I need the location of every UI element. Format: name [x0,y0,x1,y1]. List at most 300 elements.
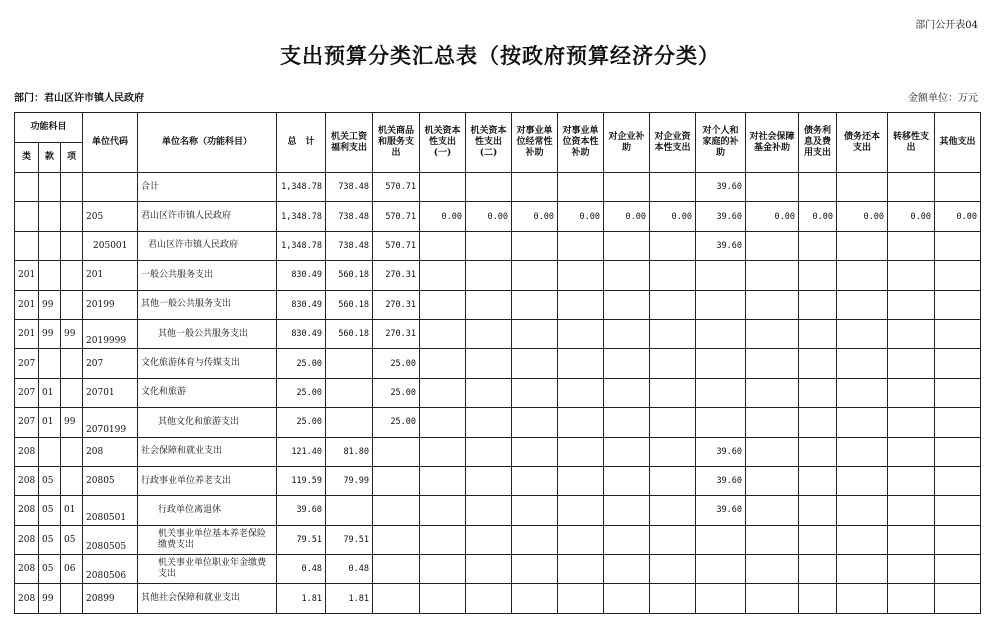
amount-cell: 0.00 [650,202,696,231]
amount-cell [466,319,512,348]
amount-cell [696,555,746,584]
amount-cell [746,555,799,584]
col-header: 对个人和家庭的补助 [696,113,746,173]
amount-cell [420,525,466,554]
amount-cell [935,555,981,584]
amount-cell [888,584,935,613]
unit-code-cell: 2080501 [83,496,138,525]
xiang-cell [61,202,83,231]
amount-cell: 0.00 [888,202,935,231]
department-label: 部门：君山区许市镇人民政府 [14,93,144,104]
amount-cell: 0.00 [466,202,512,231]
unit-name-cell: 其他文化和旅游支出 [138,408,277,437]
xiang-cell: 01 [61,496,83,525]
amount-cell [466,408,512,437]
amount-unit-label: 金额单位：万元 [908,93,978,104]
amount-cell: 0.00 [746,202,799,231]
amount-cell [935,319,981,348]
col-header: 机关资本性支出(一) [420,113,466,173]
xiang-cell [61,378,83,407]
col-header: 转移性支出 [888,113,935,173]
unit-code-cell: 2070199 [83,408,138,437]
amount-cell: 81.80 [326,437,373,466]
amount-cell [837,437,888,466]
unit-code-cell: 2019999 [83,319,138,348]
col-header: 机关工资福利支出 [326,113,373,173]
amount-cell [604,319,650,348]
amount-cell [466,231,512,260]
unit-name-cell: 其他一般公共服务支出 [138,290,277,319]
amount-cell [746,437,799,466]
amount-cell: 79.51 [326,525,373,554]
amount-cell [650,408,696,437]
amount-cell [696,584,746,613]
kuan-cell: 05 [39,525,61,554]
amount-cell [558,319,604,348]
col-header: 对企业补助 [604,113,650,173]
amount-cell [650,290,696,319]
total-cell: 0.48 [277,555,326,584]
amount-cell [420,378,466,407]
amount-cell [558,584,604,613]
amount-cell [558,378,604,407]
table-row [15,496,981,525]
unit-name-cell: 其他一般公共服务支出 [138,319,277,348]
amount-cell [650,378,696,407]
amount-cell [512,408,558,437]
amount-cell [558,555,604,584]
xiang-cell: 05 [61,525,83,554]
col-header: 机关商品和服务支出 [373,113,420,173]
table-row [15,261,981,290]
amount-cell [420,496,466,525]
amount-cell [888,555,935,584]
amount-cell: 0.00 [799,202,837,231]
unit-name-cell: 合计 [138,173,277,202]
table-row [15,437,981,466]
kuan-header: 款 [39,143,61,173]
amount-cell [650,466,696,495]
unit-code-cell: 2080505 [83,525,138,554]
amount-cell [696,525,746,554]
amount-cell [799,466,837,495]
amount-cell [888,290,935,319]
total-cell: 25.00 [277,408,326,437]
amount-cell [837,496,888,525]
lei-cell: 201 [15,290,39,319]
kuan-cell [39,349,61,378]
amount-cell [373,584,420,613]
amount-cell [935,173,981,202]
table-row [15,231,981,260]
amount-cell: 0.00 [935,202,981,231]
amount-cell [696,408,746,437]
amount-cell: 270.31 [373,319,420,348]
unit-code-cell: 208 [83,437,138,466]
amount-cell: 79.99 [326,466,373,495]
amount-cell [326,349,373,378]
form-number: 部门公开表04 [915,20,978,31]
unit-name-cell: 行政单位离退休 [138,496,277,525]
kuan-cell: 05 [39,496,61,525]
amount-cell: 738.48 [326,173,373,202]
amount-cell [420,319,466,348]
amount-cell [837,261,888,290]
amount-cell [935,496,981,525]
col-header: 对企业资本性支出 [650,113,696,173]
amount-cell [935,525,981,554]
amount-cell [799,555,837,584]
amount-cell [837,555,888,584]
amount-cell [888,437,935,466]
table-row [15,525,981,554]
amount-cell [837,231,888,260]
amount-cell [746,349,799,378]
xiang-cell: 99 [61,408,83,437]
amount-cell [935,584,981,613]
kuan-cell: 01 [39,408,61,437]
amount-cell: 39.60 [696,437,746,466]
total-cell: 830.49 [277,290,326,319]
amount-cell [799,496,837,525]
amount-cell [650,349,696,378]
table-row [15,408,981,437]
table-body [15,173,981,614]
amount-cell: 738.48 [326,202,373,231]
amount-cell: 270.31 [373,290,420,319]
amount-cell: 560.18 [326,319,373,348]
amount-cell [888,378,935,407]
amount-cell [650,555,696,584]
amount-cell [604,349,650,378]
amount-cell [420,290,466,319]
amount-cell [746,231,799,260]
unit-name-cell: 文化和旅游 [138,378,277,407]
amount-cell: 570.71 [373,173,420,202]
amount-cell [420,466,466,495]
lei-header: 类 [15,143,39,173]
xiang-cell [61,173,83,202]
amount-cell: 270.31 [373,261,420,290]
amount-cell [420,231,466,260]
amount-cell [604,555,650,584]
amount-cell [604,584,650,613]
amount-cell [466,525,512,554]
lei-cell [15,202,39,231]
amount-cell: 25.00 [373,408,420,437]
amount-cell [650,231,696,260]
amount-cell [558,231,604,260]
amount-cell: 560.18 [326,261,373,290]
total-cell: 39.60 [277,496,326,525]
col-header: 债务利息及费用支出 [799,113,837,173]
amount-cell [888,349,935,378]
amount-cell [746,378,799,407]
total-cell: 1,348.78 [277,202,326,231]
amount-cell [512,466,558,495]
lei-cell: 208 [15,496,39,525]
xiang-header: 项 [61,143,83,173]
amount-cell [746,173,799,202]
unit-name-cell: 君山区许市镇人民政府 [138,231,277,260]
amount-cell [888,466,935,495]
amount-cell [373,496,420,525]
xiang-cell [61,261,83,290]
amount-cell [420,584,466,613]
unit-code-cell: 205 [83,202,138,231]
unit-name-cell: 机关事业单位职业年金缴费支出 [138,555,277,584]
amount-cell [326,378,373,407]
amount-cell [888,408,935,437]
col-header: 债务还本支出 [837,113,888,173]
amount-cell: 0.00 [558,202,604,231]
table-row [15,349,981,378]
amount-cell [604,525,650,554]
kuan-cell: 99 [39,584,61,613]
xiang-cell [61,231,83,260]
amount-cell [837,525,888,554]
amount-cell [746,525,799,554]
unit-code-header: 单位代码 [83,113,138,173]
col-header: 其他支出 [935,113,981,173]
unit-code-cell [83,173,138,202]
amount-cell [558,290,604,319]
amount-cell [420,261,466,290]
unit-name-cell: 社会保障和就业支出 [138,437,277,466]
amount-cell [558,261,604,290]
table-row [15,173,981,202]
amount-cell [935,231,981,260]
amount-cell [604,437,650,466]
amount-cell: 0.48 [326,555,373,584]
amount-cell [799,584,837,613]
amount-cell [512,496,558,525]
amount-cell [696,290,746,319]
total-header: 总 计 [277,113,326,173]
amount-cell [326,408,373,437]
amount-cell [888,319,935,348]
amount-cell: 39.60 [696,466,746,495]
amount-cell [746,466,799,495]
kuan-cell: 99 [39,290,61,319]
amount-cell [746,290,799,319]
amount-cell: 0.00 [420,202,466,231]
amount-cell [466,173,512,202]
amount-cell [558,349,604,378]
unit-code-cell: 20701 [83,378,138,407]
amount-cell [326,496,373,525]
amount-cell [799,231,837,260]
amount-cell [512,437,558,466]
amount-cell [837,319,888,348]
amount-cell: 25.00 [373,378,420,407]
amount-cell [799,319,837,348]
amount-cell [373,437,420,466]
amount-cell [799,173,837,202]
amount-cell [466,437,512,466]
amount-cell [935,290,981,319]
amount-cell [512,555,558,584]
amount-cell [650,496,696,525]
total-cell: 830.49 [277,261,326,290]
function-subject-header: 功能科目 [15,113,83,143]
amount-cell [420,437,466,466]
amount-cell [837,349,888,378]
unit-name-cell: 文化旅游体育与传媒支出 [138,349,277,378]
amount-cell [888,231,935,260]
kuan-cell [39,173,61,202]
amount-cell [604,261,650,290]
xiang-cell [61,584,83,613]
amount-cell [837,584,888,613]
table-row [15,319,981,348]
amount-cell [558,496,604,525]
amount-cell [746,408,799,437]
amount-cell [420,349,466,378]
amount-cell [799,525,837,554]
unit-name-cell: 一般公共服务支出 [138,261,277,290]
kuan-cell: 05 [39,555,61,584]
amount-cell: 738.48 [326,231,373,260]
amount-cell [558,408,604,437]
total-cell: 25.00 [277,378,326,407]
amount-cell [799,378,837,407]
amount-cell [420,555,466,584]
amount-cell: 1.81 [326,584,373,613]
amount-cell [888,525,935,554]
amount-cell [935,437,981,466]
amount-cell [466,261,512,290]
amount-cell [650,437,696,466]
amount-cell: 0.00 [837,202,888,231]
amount-cell [466,378,512,407]
col-header: 机关资本性支出(二) [466,113,512,173]
kuan-cell: 99 [39,319,61,348]
col-header: 对事业单位资本性补助 [558,113,604,173]
amount-cell [420,408,466,437]
amount-cell [746,319,799,348]
total-cell: 1.81 [277,584,326,613]
table-row [15,378,981,407]
amount-cell [466,555,512,584]
amount-cell [558,437,604,466]
xiang-cell: 06 [61,555,83,584]
amount-cell [799,261,837,290]
amount-cell [604,408,650,437]
total-cell: 121.40 [277,437,326,466]
amount-cell: 0.00 [604,202,650,231]
lei-cell: 207 [15,408,39,437]
amount-cell [837,290,888,319]
xiang-cell [61,349,83,378]
amount-cell [512,261,558,290]
lei-cell: 208 [15,584,39,613]
lei-cell: 208 [15,555,39,584]
amount-cell [558,466,604,495]
amount-cell [650,319,696,348]
amount-cell [935,349,981,378]
amount-cell [935,408,981,437]
amount-cell [604,231,650,260]
total-cell: 1,348.78 [277,231,326,260]
table-row [15,290,981,319]
total-cell: 119.59 [277,466,326,495]
total-cell: 25.00 [277,349,326,378]
amount-cell [604,290,650,319]
amount-cell [604,496,650,525]
amount-cell [746,584,799,613]
kuan-cell [39,231,61,260]
amount-cell [650,525,696,554]
amount-cell [935,466,981,495]
amount-cell [466,496,512,525]
amount-cell [935,261,981,290]
amount-cell: 0.00 [512,202,558,231]
unit-code-cell: 20805 [83,466,138,495]
unit-name-cell: 君山区许市镇人民政府 [138,202,277,231]
amount-cell: 39.60 [696,202,746,231]
amount-cell: 25.00 [373,349,420,378]
col-header: 对社会保障基金补助 [746,113,799,173]
table-row [15,202,981,231]
amount-cell: 560.18 [326,290,373,319]
xiang-cell [61,290,83,319]
unit-code-cell: 207 [83,349,138,378]
table-row [15,584,981,613]
lei-cell [15,231,39,260]
amount-cell [799,290,837,319]
xiang-cell [61,466,83,495]
amount-cell [512,525,558,554]
amount-cell: 39.60 [696,496,746,525]
amount-cell [696,319,746,348]
col-header: 对事业单位经常性补助 [512,113,558,173]
kuan-cell [39,437,61,466]
lei-cell: 201 [15,261,39,290]
amount-cell [837,408,888,437]
amount-cell [746,496,799,525]
amount-cell [799,349,837,378]
amount-cell [888,261,935,290]
unit-name-header: 单位名称（功能科目） [138,113,277,173]
kuan-cell: 05 [39,466,61,495]
amount-cell: 570.71 [373,202,420,231]
amount-cell [512,290,558,319]
amount-cell [558,525,604,554]
amount-cell [420,173,466,202]
xiang-cell [61,437,83,466]
unit-name-cell: 其他社会保障和就业支出 [138,584,277,613]
lei-cell: 207 [15,378,39,407]
lei-cell: 208 [15,437,39,466]
amount-cell [650,584,696,613]
amount-cell [373,555,420,584]
amount-cell [604,466,650,495]
unit-code-cell: 20199 [83,290,138,319]
unit-name-cell: 机关事业单位基本养老保险缴费支出 [138,525,277,554]
amount-cell [746,261,799,290]
page-title: 支出预算分类汇总表（按政府预算经济分类） [280,43,720,68]
amount-cell [373,525,420,554]
amount-cell [650,173,696,202]
expenditure-budget-table [14,112,981,614]
lei-cell: 201 [15,319,39,348]
table-row [15,466,981,495]
amount-cell [837,378,888,407]
amount-cell [558,173,604,202]
amount-cell [466,290,512,319]
amount-cell [696,261,746,290]
